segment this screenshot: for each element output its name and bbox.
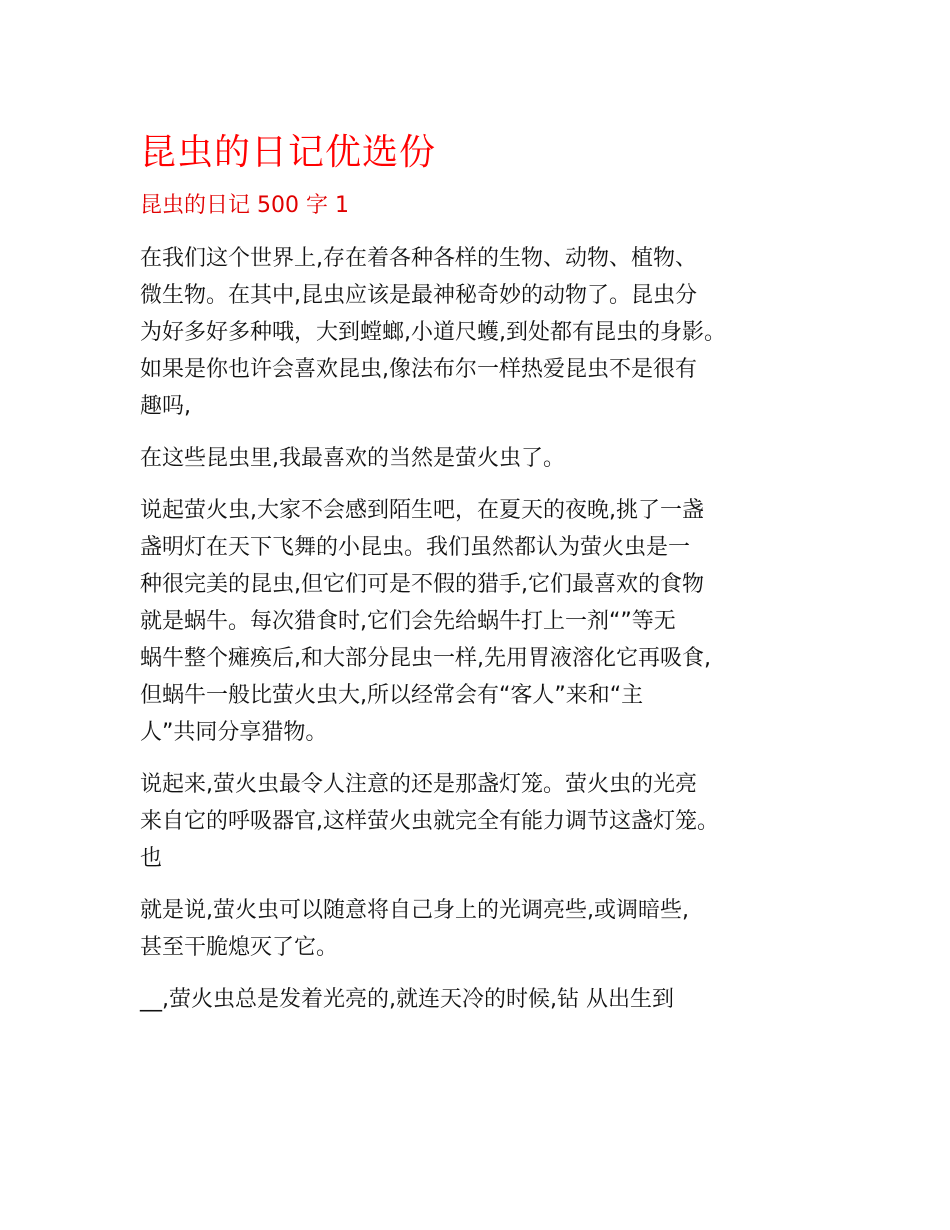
paragraph-line: 盏明灯在天下飞舞的小昆虫。我们虽然都认为萤火虫是一 (140, 535, 691, 560)
paragraph-line: 也 (140, 846, 163, 871)
paragraph-line: 但蜗牛一般比萤火虫大,所以经常会有“客人”来和“主 (140, 683, 644, 708)
paragraph-1 (140, 240, 815, 425)
paragraph-4 (140, 766, 815, 877)
paragraph-line: 人”共同分享猎物。 (140, 720, 328, 745)
paragraph-line: 说起萤火虫,大家不会感到陌生吧，在夏天的夜晚,挑了一盏 (140, 498, 704, 523)
paragraph-line: 来自它的呼吸器官,这样萤火虫就完全有能力调节这盏灯笼。 (140, 809, 719, 834)
paragraph-line: 甚至干脆熄灭了它。 (140, 935, 339, 960)
document-subtitle: 昆虫的日记 500 字 1 (140, 193, 349, 218)
paragraph-line: 说起来,萤火虫最令人注意的还是那盏灯笼。萤火虫的光亮 (140, 772, 697, 797)
paragraph-line: 就是说,萤火虫可以随意将自己身上的光调亮些,或调暗些, (140, 898, 689, 923)
paragraph-line: 微生物。在其中,昆虫应该是最神秘奇妙的动物了。昆虫分 (140, 283, 697, 308)
document-title: 昆虫的日记优选份 (140, 132, 437, 173)
paragraph-6 (140, 981, 815, 1018)
paragraph-5 (140, 892, 815, 966)
paragraph-line: 在这些昆虫里,我最喜欢的当然是萤火虫了。 (140, 446, 565, 471)
paragraph-line: 在我们这个世界上,存在着各种各样的生物、动物、植物、 (140, 246, 697, 271)
paragraph-3 (140, 492, 815, 751)
paragraph-line: 蜗牛整个瘫痪后,和大部分昆虫一样,先用胃液溶化它再吸食, (140, 646, 711, 671)
paragraph-line: 就是蜗牛。每次猎食时,它们会先给蜗牛打上一剂“”等无 (140, 609, 676, 634)
paragraph-line: 趣吗, (140, 394, 191, 419)
paragraph-2 (140, 440, 815, 477)
paragraph-line: 种很完美的昆虫,但它们可是不假的猎手,它们最喜欢的食物 (140, 572, 704, 597)
paragraph-line: __,萤火虫总是发着光亮的,就连天冷的时候,钻 从出生到 (140, 987, 674, 1012)
document-page (140, 126, 815, 1033)
paragraph-line: 为好多好多种哦，大到螳螂,小道尺蠖,到处都有昆虫的身影。 (140, 320, 726, 345)
paragraph-line: 如果是你也许会喜欢昆虫,像法布尔一样热爱昆虫不是很有 (140, 357, 697, 382)
